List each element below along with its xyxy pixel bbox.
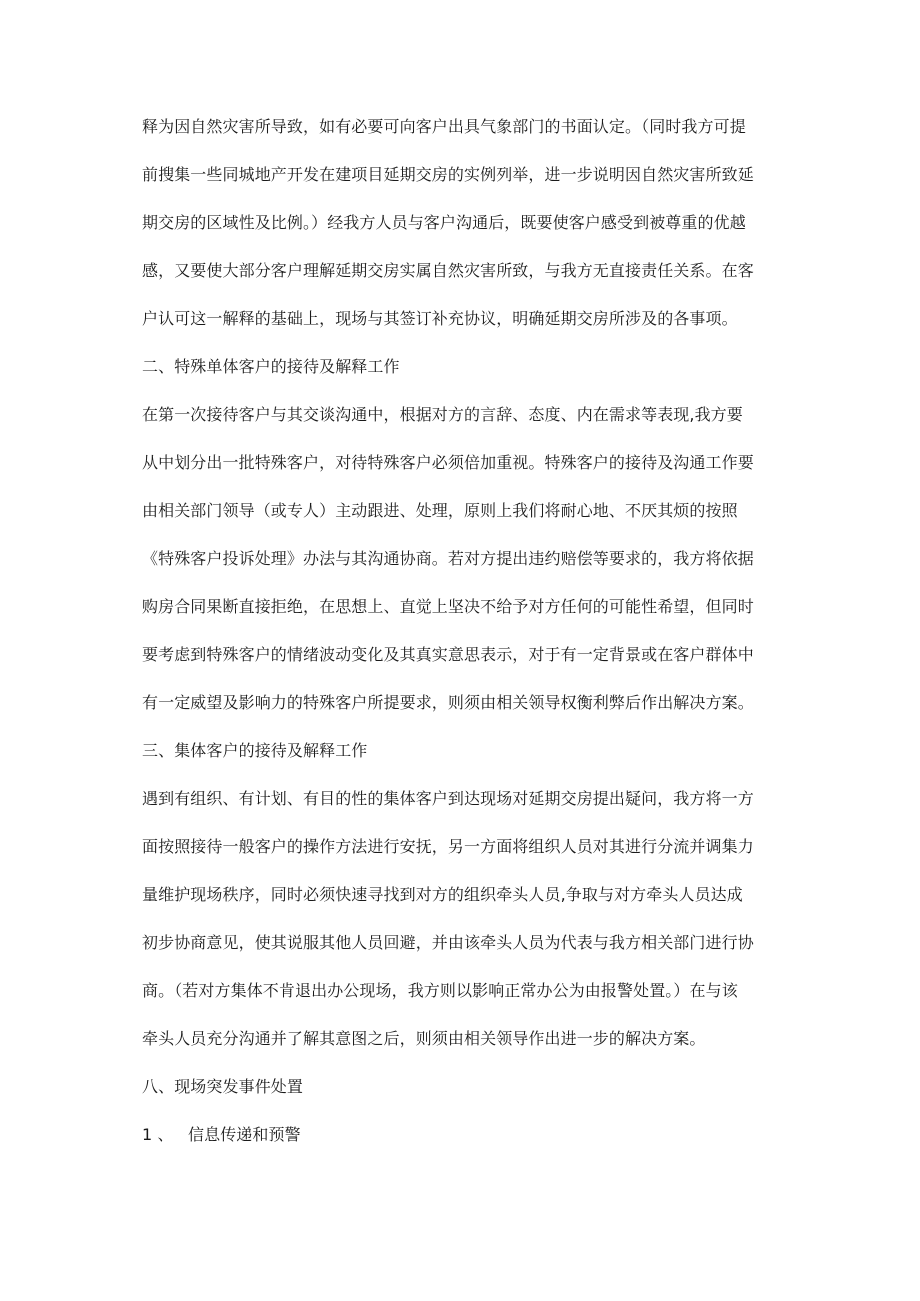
paragraph-line: 前搜集一些同城地产开发在建项目延期交房的实例列举，进一步说明因自然灾害所致延 [142,165,754,184]
item-number: 1 、 [142,1125,174,1144]
paragraph-line: 释为因自然灾害所导致，如有必要可向客户出具气象部门的书面认定。（同时我方可提 [142,117,746,136]
paragraph-line: 从中划分出一批特殊客户，对待特殊客户必须倍加重视。特殊客户的接待及沟通工作要 [142,453,754,472]
paragraph-line: 感，又要使大部分客户理解延期交房实属自然灾害所致，与我方无直接责任关系。在客 [142,261,754,280]
paragraph-line: 在第一次接待客户与其交谈沟通中，根据对方的言辞、态度、内在需求等表现,我方要 [142,405,743,424]
numbered-item [142,1125,802,1145]
paragraph-line: 期交房的区域性及比例。）经我方人员与客户沟通后，既要使客户感受到被尊重的优越 [142,213,746,232]
paragraph-line: 面按照接待一般客户的操作方法进行安抚，另一方面将组织人员对其进行分流并调集力 [142,837,754,856]
paragraph-line: 商。（若对方集体不肯退出办公现场，我方则以影响正常办公为由报警处置。）在与该 [142,981,738,1000]
section-heading: 三、集体客户的接待及解释工作 [142,741,368,760]
item-text: 信息传递和预警 [188,1125,301,1144]
section-heading: 八、现场突发事件处置 [142,1077,304,1096]
paragraph-line: 户认可这一解释的基础上，现场与其签订补充协议，明确延期交房所涉及的各事项。 [142,309,738,328]
section-heading: 二、特殊单体客户的接待及解释工作 [142,357,400,376]
paragraph-line: 牵头人员充分沟通并了解其意图之后，则须由相关领导作出进一步的解决方案。 [142,1029,706,1048]
paragraph-line: 量维护现场秩序，同时必须快速寻找到对方的组织牵头人员,争取与对方牵头人员达成 [142,885,743,904]
paragraph-line: 初步协商意见，使其说服其他人员回避，并由该牵头人员为代表与我方相关部门进行协 [142,933,754,952]
paragraph-line: 《特殊客户投诉处理》办法与其沟通协商。若对方提出违约赔偿等要求的，我方将依据 [142,549,754,568]
paragraph-line: 购房合同果断直接拒绝，在思想上、直觉上坚决不给予对方任何的可能性希望，但同时 [142,597,754,616]
paragraph-line: 有一定威望及影响力的特殊客户所提要求，则须由相关领导权衡利弊后作出解决方案。 [142,693,754,712]
paragraph-line: 由相关部门领导（或专人）主动跟进、处理，原则上我们将耐心地、不厌其烦的按照 [142,501,738,520]
paragraph-line: 遇到有组织、有计划、有目的性的集体客户到达现场对延期交房提出疑问，我方将一方 [142,789,754,808]
paragraph-line: 要考虑到特殊客户的情绪波动变化及其真实意思表示，对于有一定背景或在客户群体中 [142,645,754,664]
